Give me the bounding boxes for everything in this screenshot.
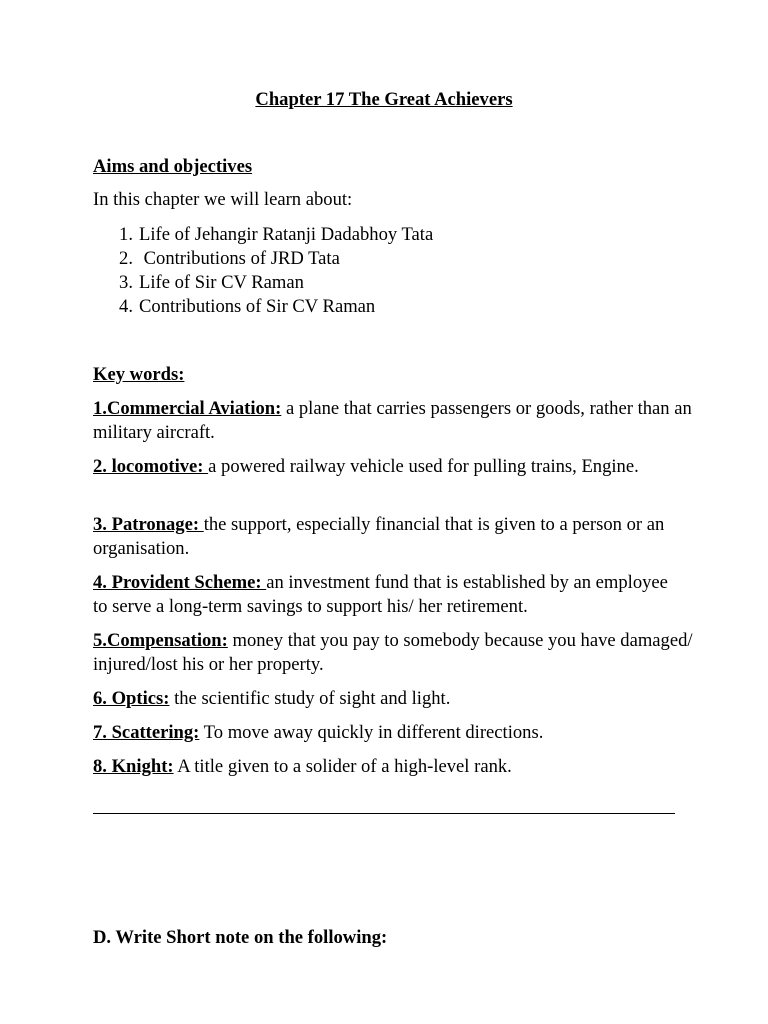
keyword-definition: money that you pay to somebody because you have damaged/ injured/lost his or her property. <box>93 630 693 675</box>
objective-number: 4. <box>119 296 133 317</box>
keyword-term: 6. Optics: <box>93 688 170 709</box>
objective-number: 3. <box>119 272 133 293</box>
objective-number: 2. <box>119 248 133 269</box>
keyword-definition: the scientific study of sight and light. <box>169 688 451 709</box>
keyword-definition: a plane that carries passengers or goods, rather than an military aircraft. <box>93 398 692 443</box>
keyword-definition: To move away quickly in different directions. <box>199 722 544 743</box>
keyword-term: 5.Compensation: <box>93 630 228 651</box>
keyword-entry <box>93 755 693 779</box>
keyword-entry <box>93 513 693 561</box>
keyword-definition: a powered railway vehicle used for pulling trains, Engine. <box>208 456 639 477</box>
keyword-entry <box>93 455 693 479</box>
keyword-term: 4. Provident Scheme: <box>93 572 267 593</box>
aims-heading: Aims and objectives <box>93 156 253 177</box>
keyword-term: 2. locomotive: <box>93 456 209 477</box>
keyword-entry <box>93 629 693 677</box>
objective-text: Contributions of Sir CV Raman <box>139 296 376 317</box>
keyword-term: 7. Scattering: <box>93 722 200 743</box>
keyword-term: 3. Patronage: <box>93 514 204 535</box>
section-d-heading: D. Write Short note on the following: <box>93 927 388 948</box>
keyword-entry <box>93 571 683 619</box>
objective-text: Contributions of JRD Tata <box>139 248 340 269</box>
keyword-term: 1.Commercial Aviation: <box>93 398 282 419</box>
keywords-heading: Key words: <box>93 364 185 385</box>
objective-number: 1. <box>119 224 133 245</box>
keyword-definition: an investment fund that is established by an employee to serve a long-term savings to support his/ her retirement. <box>93 572 668 617</box>
keyword-definition: the support, especially financial that is given to a person or an organisation. <box>93 514 665 559</box>
keyword-definition: A title given to a solider of a high-level rank. <box>173 756 512 777</box>
keyword-entry <box>93 397 693 445</box>
page-title: Chapter 17 The Great Achievers <box>255 89 513 110</box>
keyword-entry <box>93 721 693 745</box>
keyword-entry <box>93 687 693 711</box>
horizontal-divider <box>93 813 675 814</box>
objective-text: Life of Jehangir Ratanji Dadabhoy Tata <box>139 224 434 245</box>
aims-intro: In this chapter we will learn about: <box>93 189 353 210</box>
keyword-term: 8. Knight: <box>93 756 174 777</box>
objective-text: Life of Sir CV Raman <box>139 272 304 293</box>
